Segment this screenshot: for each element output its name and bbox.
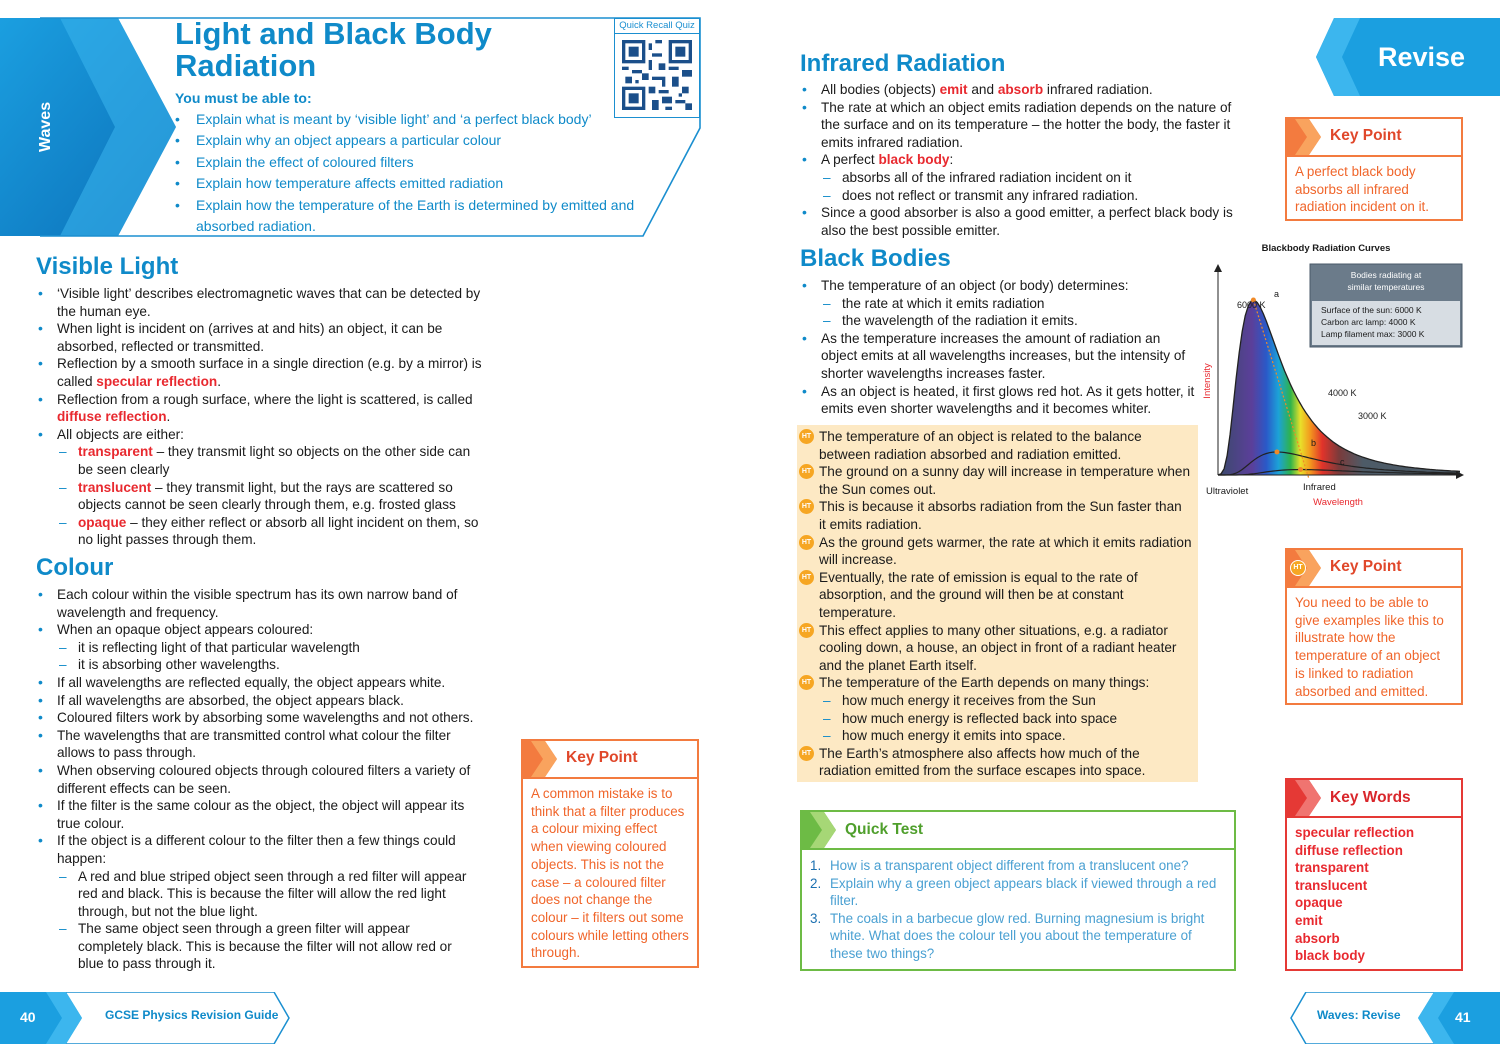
page-title-line-2: Radiation — [175, 48, 317, 83]
ht-icon: HT — [799, 746, 814, 761]
list-item: • As an object is heated, it first glows red hot. As it gets hotter, it emits even shorter wavelengths and it becomes whiter. — [800, 383, 1196, 418]
list-item: • The temperature of an object (or body) determines: – the rate at which it emits radiation – the wavelength of the radiation it emits. — [800, 277, 1196, 330]
key-word: black body — [1295, 948, 1365, 964]
infrared-section — [800, 50, 1240, 239]
infrared-list — [800, 81, 1240, 239]
ht-item: HT The temperature of the Earth depends on many things: – how much energy it receives from the Sun – how much energy is reflected back into space – how much energy it emits into space. — [799, 674, 1192, 744]
list-item: • When an opaque object appears coloured: – it is reflecting light of that particular wavelength – it is absorbing other wavelengths. — [36, 621, 476, 674]
key-point-icon — [523, 741, 557, 777]
visible-light-section — [36, 253, 486, 549]
peak-point-b — [1274, 449, 1279, 454]
list-item: • A perfect black body: – absorbs all of the infrared radiation incident on it – does not reflect or transmit any infrared radiation. — [800, 151, 1240, 204]
key-point-label: Key Point — [1330, 558, 1402, 575]
page-title — [175, 18, 492, 82]
key-words-icon — [1287, 780, 1321, 816]
legend-item: Surface of the sun: 6000 K — [1321, 305, 1422, 315]
chart-title: Blackbody Radiation Curves — [1261, 243, 1391, 254]
ht-icon: HT — [799, 499, 814, 514]
key-words-box — [1285, 778, 1463, 971]
ht-icon: HT — [799, 535, 814, 550]
key-point-icon — [1287, 119, 1321, 155]
keyword: specular reflection — [96, 373, 218, 389]
list-item: • If all wavelengths are absorbed, the object appears black. — [36, 692, 476, 710]
blackbody-chart — [1198, 238, 1470, 513]
objective-item: • Explain what is meant by ‘visible light’ and ‘a perfect black body’ — [175, 111, 592, 127]
key-words-label: Key Words — [1330, 789, 1411, 806]
ht-item: HT As the ground gets warmer, the rate at which it emits radiation will increase. — [799, 534, 1192, 569]
sub-item: – the wavelength of the radiation it emits. — [821, 312, 1196, 330]
ht-icon: HT — [799, 464, 814, 479]
legend-item: Lamp filament max: 3000 K — [1321, 329, 1425, 339]
quick-test-box — [800, 810, 1236, 971]
list-item: • When light is incident on (arrives at and hits) an object, it can be absorbed, reflected or transmitted. — [36, 320, 486, 355]
footer-title-left: GCSE Physics Revision Guide — [105, 1008, 279, 1022]
objective-item: • Explain how the temperature of the Earth is determined by emitted and — [175, 196, 635, 213]
list-item: • All objects are either: – transparent – they transmit light so objects on the other side can be seen clearly – translucent – they transmit light, but the rays are scattered so objects cannot be seen clearly through them, e.g. frosted glass – opaque – they either reflect or absorb all light incident on them, so no light passes through them. — [36, 426, 486, 549]
sub-item: – absorbs all of the infrared radiation incident on it — [821, 169, 1240, 187]
list-item: • If all wavelengths are reflected equally, the object appears white. — [36, 674, 476, 692]
page-title-line-1: Light and Black Body — [175, 16, 492, 51]
visible-light-list — [36, 285, 486, 549]
ht-item: HT This is because it absorbs radiation from the Sun faster than it emits radiation. — [799, 498, 1192, 533]
ht-item: HT The temperature of an object is related to the balance between radiation absorbed and radiation emitted. — [799, 428, 1192, 463]
objectives — [175, 89, 655, 237]
ht-icon: HT — [1293, 564, 1303, 571]
sub-item: – the rate at which it emits radiation — [821, 295, 1196, 313]
objective-item: • Explain how temperature affects emitted radiation — [175, 175, 504, 192]
ht-icon: HT — [799, 675, 814, 690]
visible-light-heading: Visible Light — [36, 253, 179, 280]
legend-item: Carbon arc lamp: 4000 K — [1321, 317, 1416, 327]
list-item: • When observing coloured objects through coloured filters a variety of different effects can be seen. — [36, 762, 476, 797]
peak-point-c — [1298, 467, 1303, 472]
ht-item: HT This effect applies to many other situations, e.g. a radiator cooling down, a house, an object in front of a radiant heater and the planet Earth itself. — [799, 622, 1192, 675]
sub-item: – it is reflecting light of that particular wavelength — [57, 639, 476, 657]
peak-label-b: b — [1311, 438, 1317, 448]
list-item: • If the object is a different colour to the filter then a few things could happen: – A red and blue striped object seen through a red filter will appear red and black. This is because the filter will allow the red light through, but not the blue light. – The same object seen through a green filter will appear completely black. This is because the filter will not allow red or blue to pass through it. — [36, 832, 476, 973]
must-label: You must be able to: — [175, 90, 312, 106]
side-tab: Waves — [37, 101, 54, 152]
peak-label-c: c — [1340, 457, 1345, 467]
list-item: • Coloured filters work by absorbing some wavelengths and not others. — [36, 709, 476, 727]
page-number-left: 40 — [20, 1009, 36, 1025]
key-word: absorb — [1295, 930, 1340, 946]
sub-item: – how much energy it receives from the Sun — [821, 692, 1192, 710]
list-item: • ‘Visible light’ describes electromagnetic waves that can be detected by the human eye. — [36, 285, 486, 320]
black-bodies-heading: Black Bodies — [800, 245, 951, 272]
ht-item: HT Eventually, the rate of emission is equal to the rate of absorption, and the ground will then be at constant temperature. — [799, 569, 1192, 622]
y-axis-arrow — [1214, 264, 1222, 272]
key-point-text: You need to be able to give examples like this to illustrate how the temperature of an object is linked to radiation absorbed and emitted. — [1295, 595, 1444, 699]
quick-test-question: 1. How is a transparent object different from a translucent one? — [810, 858, 1189, 873]
list-item: • As the temperature increases the amount of radiation an object emits at all wavelengths increases, but the intensity of shorter wavelengths increases faster. — [800, 330, 1196, 383]
series-label-4000k: 4000 K — [1328, 388, 1357, 398]
list-item: • Reflection from a rough surface, where the light is scattered, is called diffuse reflection. — [36, 391, 486, 426]
ht-icon: HT — [799, 570, 814, 585]
key-point-label: Key Point — [1330, 127, 1402, 144]
sub-item: – it is absorbing other wavelengths. — [57, 656, 476, 674]
key-point-box-left — [521, 739, 699, 968]
key-word: specular reflection — [1295, 825, 1415, 840]
objective-item: absorbed radiation. — [196, 218, 316, 235]
key-word: diffuse reflection — [1295, 842, 1403, 858]
revise-tab: Revise — [1378, 42, 1466, 72]
quick-test-question: 2. Explain why a green object appears black if viewed through a red filter. — [810, 875, 1217, 909]
colour-heading: Colour — [36, 554, 114, 581]
quick-test-icon — [802, 812, 836, 848]
y-axis-label: Intensity — [1202, 363, 1213, 399]
list-item: • Reflection by a smooth surface in a single direction (e.g. by a mirror) is called specular reflection. — [36, 355, 486, 390]
list-item: • Each colour within the visible spectrum has its own narrow band of wavelength and frequency. — [36, 586, 476, 621]
key-point-text: A common mistake is to think that a filter produces a colour mixing effect when viewing coloured objects. This is not the case – a coloured filter does not change the colour – it filters out some colours while letting others through. — [531, 786, 689, 961]
key-word: opaque — [1295, 895, 1343, 911]
x-axis-label: Wavelength — [1313, 497, 1363, 508]
list-item: • If the filter is the same colour as the object, the object will appear its true colour. — [36, 797, 476, 832]
list-item: • Since a good absorber is also a good emitter, a perfect black body is also the best possible emitter. — [800, 204, 1240, 239]
black-bodies-section — [800, 245, 1196, 418]
ht-icon: HT — [799, 429, 814, 444]
colour-list — [36, 586, 476, 973]
sub-item: – how much energy it emits into space. — [821, 727, 1192, 745]
sub-item: – The same object seen through a green filter will appear completely black. This is because the filter will not allow red or blue to pass through it. — [57, 920, 476, 973]
list-item: • The rate at which an object emits radiation depends on the nature of the surface and on its temperature – the hotter the body, the faster it emits infrared radiation. — [800, 99, 1240, 152]
objective-item: • Explain the effect of coloured filters — [175, 153, 414, 170]
black-bodies-list — [800, 277, 1196, 418]
footer-title-right: Waves: Revise — [1317, 1008, 1401, 1022]
page-number-right: 41 — [1455, 1009, 1471, 1025]
key-point-box-2 — [1285, 548, 1463, 705]
legend-title: Bodies radiating at similar temperatures — [1347, 270, 1425, 292]
key-word: emit — [1295, 912, 1323, 928]
x-left-label: Ultraviolet — [1206, 486, 1249, 497]
quick-test-question: 3. The coals in a barbecue glow red. Burning magnesium is bright white. What does the colour tell you about the temperature of these two things? — [810, 910, 1205, 961]
colour-section — [36, 554, 476, 973]
qr-label: Quick Recall Quiz — [615, 19, 699, 34]
sub-item: – how much energy is reflected back into space — [821, 710, 1192, 728]
sub-item: – A red and blue striped object seen through a red filter will appear red and black. This is because the filter will allow the red light through, but not the blue light. — [57, 868, 476, 921]
sub-item: – transparent – they transmit light so objects on the other side can be seen clearly — [57, 443, 486, 478]
infrared-heading: Infrared Radiation — [800, 50, 1006, 77]
objective-item: • Explain why an object appears a particular colour — [175, 132, 502, 149]
ht-icon: HT — [799, 623, 814, 638]
peak-label-a: a — [1274, 289, 1280, 299]
sub-item: – does not reflect or transmit any infrared radiation. — [821, 187, 1240, 205]
x-right-label: Infrared — [1303, 482, 1336, 493]
series-label-3000k: 3000 K — [1358, 411, 1387, 421]
key-point-label: Key Point — [566, 749, 638, 766]
keyword: diffuse reflection — [57, 409, 167, 425]
sub-item: – translucent – they transmit light, but the rays are scattered so objects cannot be seen clearly through them, e.g. frosted glass — [57, 479, 486, 514]
list-item: • The wavelengths that are transmitted control what colour the filter allows to pass through. — [36, 727, 476, 762]
key-word: translucent — [1295, 877, 1368, 893]
key-word: transparent — [1295, 860, 1369, 876]
key-point-box-1 — [1285, 117, 1463, 221]
higher-tier-box — [797, 425, 1198, 782]
objective-list — [175, 109, 655, 237]
quick-test-label: Quick Test — [845, 821, 924, 838]
series-label-6000k: 6000 K — [1237, 300, 1266, 310]
ht-item: HT The Earth’s atmosphere also affects how much of the radiation emitted from the surface escapes into space. — [799, 745, 1192, 780]
ht-item: HT The ground on a sunny day will increase in temperature when the Sun comes out. — [799, 463, 1192, 498]
key-point-text: A perfect black body absorbs all infrared radiation incident on it. — [1295, 164, 1429, 215]
sub-item: – opaque – they either reflect or absorb all light incident on them, so no light passes through them. — [57, 514, 486, 549]
list-item: • All bodies (objects) emit and absorb infrared radiation. — [800, 81, 1240, 99]
